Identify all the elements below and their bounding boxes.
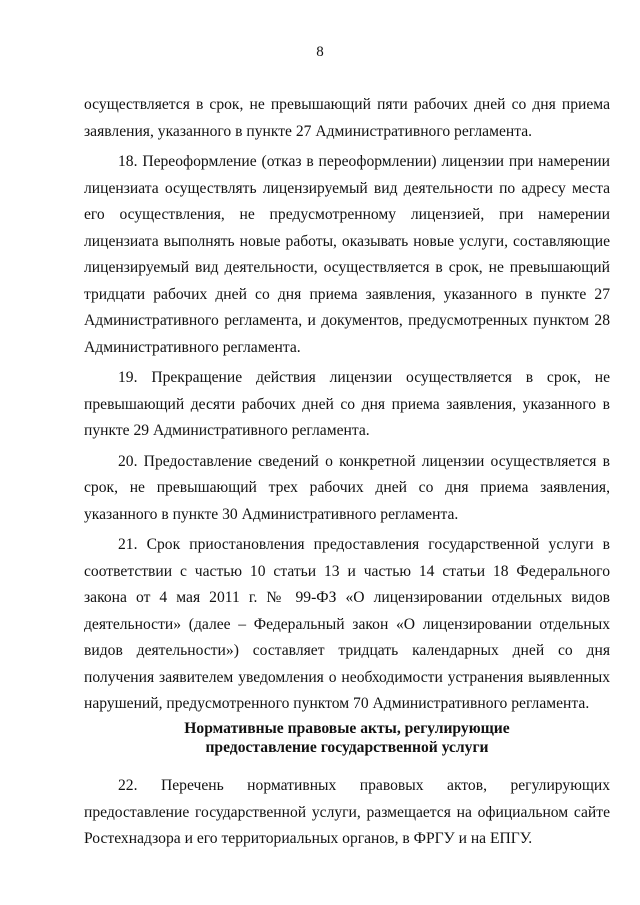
- document-body-continued: [84, 773, 610, 853]
- paragraph-22: 22. Перечень нормативных правовых актов, регулирующих предоставление государственной услуги, размещается на официальном сайте Ростехнадзора и его территориальных органов, в ФРГУ и на ЕПГУ.: [84, 777, 610, 847]
- paragraph-21: 21. Срок приостановления предоставления государственной услуги в соответствии с частью 10 статьи 13 и частью 14 статьи 18 Федерального закона от 4 мая 2011 г. № 99-ФЗ «О лицензировании отдельных видов деятельности» (далее – Федеральный закон «О лицензировании отдельных видов деятельности») составляет тридцать календарных дней со дня получения заявителем уведомления о необходимости устранения выявленных нарушений, предусмотренного пунктом 70 Административного регламента.: [84, 536, 610, 712]
- paragraph-19: 19. Прекращение действия лицензии осуществляется в срок, не превышающий десяти рабочих дней со дня приема заявления, указанного в пункте 29 Административного регламента.: [84, 369, 610, 439]
- document-body: [84, 92, 610, 718]
- paragraph-20: 20. Предоставление сведений о конкретной лицензии осуществляется в срок, не превышающий трех рабочих дней со дня приема заявления, указанного в пункте 30 Административного регламента.: [84, 452, 610, 523]
- paragraph-18: 18. Переоформление (отказ в переоформлении) лицензии при намерении лицензиата осуществлять лицензируемый вид деятельности по адресу места его осуществления, не предусмотренному лицензией, при намерении лицензиата выполнять новые работы, оказывать новые услуги, составляющие лицензируемый вид деятельности, осуществляется в срок, не превышающий тридцати рабочих дней со дня приема заявления, указанного в пункте 27 Административного регламента, и документов, предусмотренных пунктом 28 Административного регламента.: [84, 153, 610, 356]
- section-heading: [84, 719, 610, 757]
- paragraph-continuation: осуществляется в срок, не превышающий пяти рабочих дней со дня приема заявления, указанного в пункте 27 Административного регламента.: [84, 96, 610, 140]
- section-heading-line-1: Нормативные правовые акты, регулирующие: [184, 720, 510, 737]
- section-heading-line-2: предоставление государственной услуги: [205, 739, 489, 756]
- page-number: 8: [316, 44, 324, 60]
